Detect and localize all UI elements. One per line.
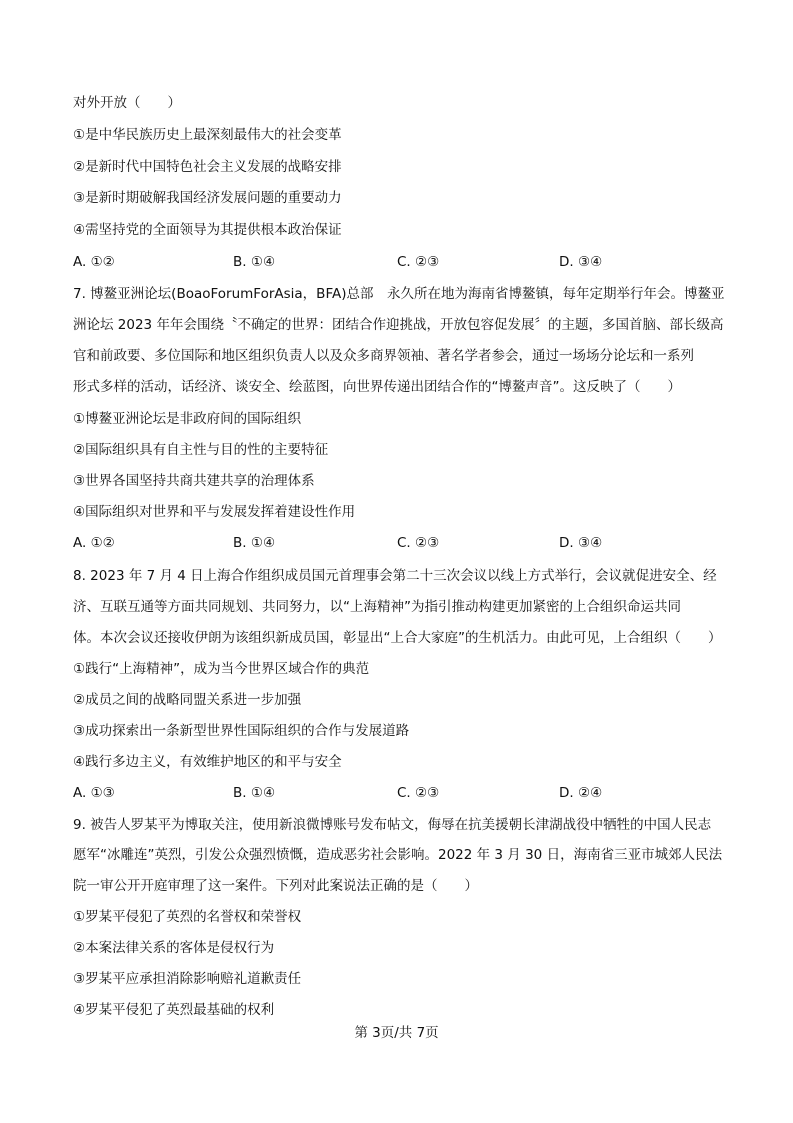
q7-option-d: D. ③④ <box>559 535 603 551</box>
q6-option-a: A. ①② <box>73 254 115 270</box>
q8-options <box>73 783 733 803</box>
q6-option-b: B. ①④ <box>233 254 276 270</box>
q8-stem-line-3: 体。本次会议还接收伊朗为该组织新成员国，彰显出“上合大家庭”的生机活力。由此可见，上合组织（ ） <box>73 630 722 646</box>
q8-option-a: A. ①③ <box>73 785 115 801</box>
q8-item-3: ③成功探索出一条新型世界性国际组织的合作与发展道路 <box>73 723 410 739</box>
q8-option-c: C. ②③ <box>397 785 440 801</box>
q7-item-1: ①博鳌亚洲论坛是非政府间的国际组织 <box>73 411 302 427</box>
q6-option-d: D. ③④ <box>559 254 603 270</box>
page-number-footer: 第 3页/共 7页 <box>354 1025 439 1041</box>
q9-item-2: ②本案法律关系的客体是侵权行为 <box>73 940 275 956</box>
q6-item-1: ①是中华民族历史上最深刻最伟大的社会变革 <box>73 127 342 143</box>
q6-item-4: ④需坚持党的全面领导为其提供根本政治保证 <box>73 222 342 238</box>
q6-stem-tail: 对外开放（ ） <box>73 95 181 111</box>
q8-option-d: D. ②④ <box>559 785 603 801</box>
q7-item-4: ④国际组织对世界和平与发展发挥着建设性作用 <box>73 504 356 520</box>
q6-item-2: ②是新时代中国特色社会主义发展的战略安排 <box>73 159 342 175</box>
q9-stem-line-1: 9. 被告人罗某平为博取关注，使用新浪微博账号发布帖文，侮辱在抗美援朝长津湖战役中牺牲的中国人民志 <box>73 817 712 833</box>
q7-item-3: ③世界各国坚持共商共建共享的治理体系 <box>73 473 315 489</box>
q7-stem-line-1: 7. 博鳌亚洲论坛(BoaoForumForAsia，BFA)总部 永久所在地为海南省博鳌镇，每年定期举行年会。博鳌亚 <box>73 286 725 302</box>
q7-stem-line-2: 洲论坛 2023 年年会围绕〝不确定的世界：团结合作迎挑战，开放包容促发展〞的主题，多国首脑、部长级高 <box>73 317 724 333</box>
q7-stem-line-4: 形式多样的活动，话经济、谈安全、绘蓝图，向世界传递出团结合作的“博鳌声音”。这反映了（ ） <box>73 379 681 395</box>
q8-stem-line-2: 济、互联互通等方面共同规划、共同努力，以“上海精神”为指引推动构建更加紧密的上合组织命运共同 <box>73 599 681 615</box>
q7-stem-line-3: 官和前政要、多位国际和地区组织负责人以及众多商界领袖、著名学者参会，通过一场场分论坛和一系列 <box>73 348 694 364</box>
q8-item-1: ①践行“上海精神”，成为当今世界区域合作的典范 <box>73 661 370 677</box>
q7-item-2: ②国际组织具有自主性与目的性的主要特征 <box>73 442 329 458</box>
q9-item-3: ③罗某平应承担消除影响赔礼道歉责任 <box>73 971 302 987</box>
q8-stem-line-1: 8. 2023 年 7 月 4 日上海合作组织成员国元首理事会第二十三次会议以线上方式举行，会议就促进安全、经 <box>73 568 717 584</box>
q6-item-3: ③是新时期破解我国经济发展问题的重要动力 <box>73 190 342 206</box>
q8-item-2: ②成员之间的战略同盟关系进一步加强 <box>73 692 302 708</box>
q8-option-b: B. ①④ <box>233 785 276 801</box>
q9-stem-line-3: 院一审公开开庭审理了这一案件。下列对此案说法正确的是（ ） <box>73 878 478 894</box>
q9-item-4: ④罗某平侵犯了英烈最基础的权利 <box>73 1002 275 1018</box>
q7-option-c: C. ②③ <box>397 535 440 551</box>
q7-option-b: B. ①④ <box>233 535 276 551</box>
q6-option-c: C. ②③ <box>397 254 440 270</box>
q7-options <box>73 533 733 553</box>
q9-item-1: ①罗某平侵犯了英烈的名誉权和荣誉权 <box>73 909 302 925</box>
q9-stem-line-2: 愿军“冰雕连”英烈，引发公众强烈愤慨，造成恶劣社会影响。2022 年 3 月 30 日，海南省三亚市城郊人民法 <box>73 847 723 863</box>
q6-options <box>73 252 733 272</box>
q7-option-a: A. ①② <box>73 535 115 551</box>
q8-item-4: ④践行多边主义，有效维护地区的和平与安全 <box>73 754 342 770</box>
